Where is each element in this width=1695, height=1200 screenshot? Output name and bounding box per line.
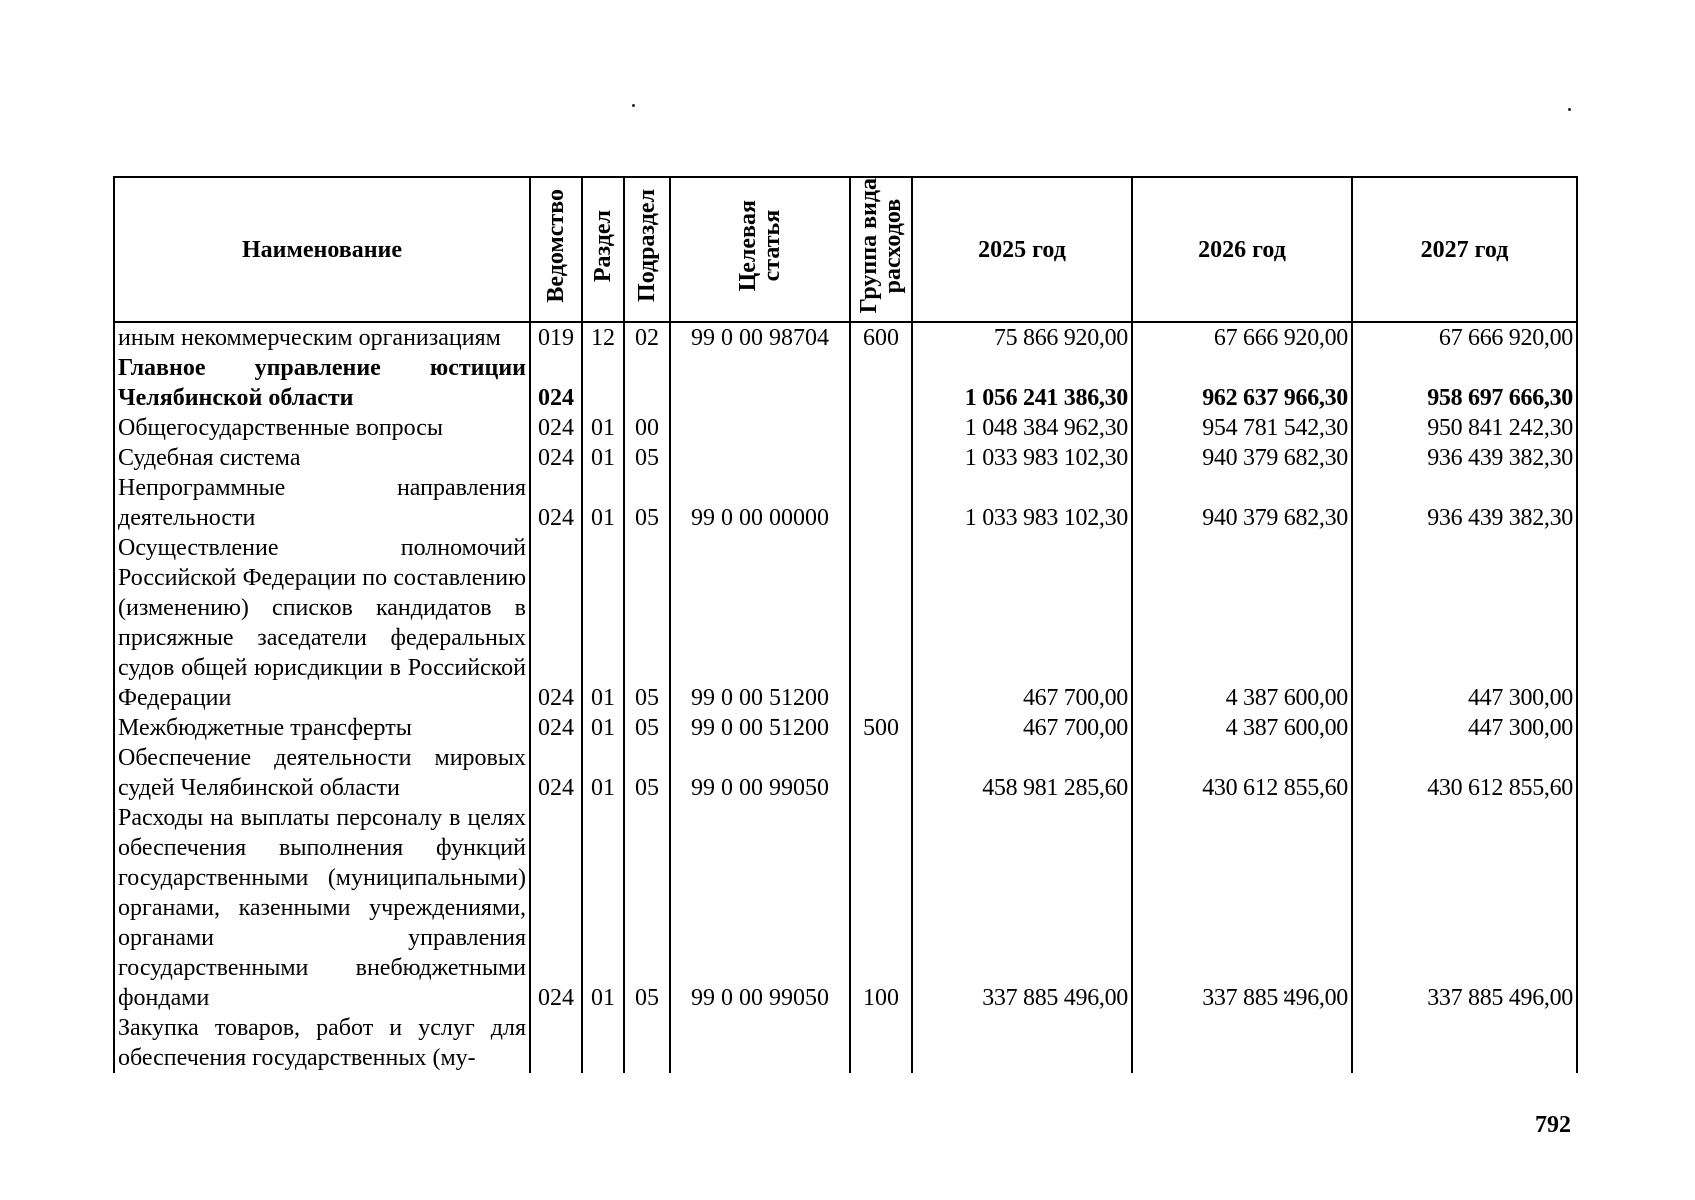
row-amount-2027: 958 697 666,30	[1352, 353, 1577, 413]
header-year-2026: 2026 год	[1132, 177, 1352, 322]
row-expense-group	[850, 533, 912, 713]
row-expense-group	[850, 473, 912, 533]
row-amount-2026: 430 612 855,60	[1132, 743, 1352, 803]
row-name: Непрограммные направления деятельности	[114, 473, 530, 533]
row-subsection	[624, 1013, 670, 1073]
row-amount-2025: 1 033 983 102,30	[912, 443, 1132, 473]
row-department: 024	[530, 713, 582, 743]
row-section: 12	[582, 322, 624, 353]
row-name: Общегосударственные вопросы	[114, 413, 530, 443]
table-row	[114, 322, 1577, 353]
table-row	[114, 473, 1577, 533]
header-section: Раздел	[582, 177, 624, 322]
row-section: 01	[582, 473, 624, 533]
table-row	[114, 1013, 1577, 1073]
table-row	[114, 533, 1577, 713]
table-header-row	[114, 177, 1577, 322]
row-subsection: 02	[624, 322, 670, 353]
row-amount-2027: 950 841 242,30	[1352, 413, 1577, 443]
row-target-article	[670, 443, 850, 473]
row-amount-2027: 936 439 382,30	[1352, 443, 1577, 473]
row-expense-group	[850, 353, 912, 413]
row-amount-2025: 1 056 241 386,30	[912, 353, 1132, 413]
header-subsection: Подраздел	[624, 177, 670, 322]
row-name: иным некоммерческим организациям	[114, 322, 530, 353]
header-department: Ведомство	[530, 177, 582, 322]
header-target-article: Целевая статья	[670, 177, 850, 322]
row-amount-2027: 936 439 382,30	[1352, 473, 1577, 533]
row-subsection: 05	[624, 533, 670, 713]
header-year-2025: 2025 год	[912, 177, 1132, 322]
row-amount-2027: 337 885 496,00	[1352, 803, 1577, 1013]
row-amount-2027: 447 300,00	[1352, 533, 1577, 713]
row-section: 01	[582, 743, 624, 803]
row-target-article	[670, 353, 850, 413]
row-amount-2025: 337 885 496,00	[912, 803, 1132, 1013]
budget-table	[113, 176, 1578, 1073]
row-amount-2027	[1352, 1013, 1577, 1073]
row-amount-2025: 1 048 384 962,30	[912, 413, 1132, 443]
header-expense-group: Группа вида расходов	[850, 177, 912, 322]
row-amount-2025: 458 981 285,60	[912, 743, 1132, 803]
header-year-2027: 2027 год	[1352, 177, 1577, 322]
row-expense-group	[850, 443, 912, 473]
scan-speck	[632, 104, 635, 107]
row-target-article: 99 0 00 51200	[670, 713, 850, 743]
row-name: Главное управление юстиции Челябинской области	[114, 353, 530, 413]
row-department: 024	[530, 473, 582, 533]
row-amount-2026: 4 387 600,00	[1132, 713, 1352, 743]
row-target-article: 99 0 00 00000	[670, 473, 850, 533]
row-section: 01	[582, 713, 624, 743]
row-amount-2026: 337 885 496,00	[1132, 803, 1352, 1013]
table-row	[114, 713, 1577, 743]
row-name: Судебная система	[114, 443, 530, 473]
row-target-article: 99 0 00 99050	[670, 743, 850, 803]
table-row	[114, 413, 1577, 443]
row-target-article: 99 0 00 99050	[670, 803, 850, 1013]
row-department: 024	[530, 353, 582, 413]
row-amount-2027: 67 666 920,00	[1352, 322, 1577, 353]
table-row	[114, 743, 1577, 803]
row-expense-group	[850, 413, 912, 443]
header-name: Наименование	[114, 177, 530, 322]
page-number: 792	[1535, 1112, 1571, 1138]
row-department: 019	[530, 322, 582, 353]
row-target-article: 99 0 00 51200	[670, 533, 850, 713]
row-amount-2027: 447 300,00	[1352, 713, 1577, 743]
row-subsection: 05	[624, 743, 670, 803]
row-section: 01	[582, 443, 624, 473]
table-row	[114, 443, 1577, 473]
row-amount-2025: 467 700,00	[912, 533, 1132, 713]
row-section	[582, 1013, 624, 1073]
row-subsection: 05	[624, 713, 670, 743]
row-name: Расходы на выплаты персоналу в целях обеспечения выполнения функций государственными (муниципальными) органами, казенными учреждениями, органами управления государственными внебюджетными фондами	[114, 803, 530, 1013]
row-department	[530, 1013, 582, 1073]
row-section: 01	[582, 413, 624, 443]
row-amount-2026: 954 781 542,30	[1132, 413, 1352, 443]
row-expense-group: 600	[850, 322, 912, 353]
row-amount-2025	[912, 1013, 1132, 1073]
row-target-article: 99 0 00 98704	[670, 322, 850, 353]
row-amount-2025: 1 033 983 102,30	[912, 473, 1132, 533]
row-department: 024	[530, 443, 582, 473]
row-amount-2025: 75 866 920,00	[912, 322, 1132, 353]
scan-speck	[1568, 108, 1571, 111]
row-section: 01	[582, 533, 624, 713]
row-target-article	[670, 1013, 850, 1073]
row-expense-group	[850, 1013, 912, 1073]
row-name: Обеспечение деятельности мировых судей Челябинской области	[114, 743, 530, 803]
row-amount-2026	[1132, 1013, 1352, 1073]
table-row	[114, 353, 1577, 413]
row-subsection: 05	[624, 473, 670, 533]
row-name: Межбюджетные трансферты	[114, 713, 530, 743]
row-name: Закупка товаров, работ и услуг для обеспечения государственных (му-	[114, 1013, 530, 1073]
row-amount-2027: 430 612 855,60	[1352, 743, 1577, 803]
row-target-article	[670, 413, 850, 443]
row-expense-group	[850, 743, 912, 803]
row-subsection: 05	[624, 443, 670, 473]
row-subsection: 00	[624, 413, 670, 443]
row-department: 024	[530, 413, 582, 443]
row-name: Осуществление полномочий Российской Федерации по составлению (изменению) списков кандидатов в присяжные заседатели федеральных судов общей юрисдикции в Российской Федерации	[114, 533, 530, 713]
row-expense-group: 100	[850, 803, 912, 1013]
row-department: 024	[530, 533, 582, 713]
row-amount-2026: 962 637 966,30	[1132, 353, 1352, 413]
row-amount-2026: 67 666 920,00	[1132, 322, 1352, 353]
row-amount-2025: 467 700,00	[912, 713, 1132, 743]
row-subsection: 05	[624, 803, 670, 1013]
row-department: 024	[530, 803, 582, 1013]
row-amount-2026: 940 379 682,30	[1132, 473, 1352, 533]
row-department: 024	[530, 743, 582, 803]
row-section	[582, 353, 624, 413]
table-row	[114, 803, 1577, 1013]
row-expense-group: 500	[850, 713, 912, 743]
row-section: 01	[582, 803, 624, 1013]
row-amount-2026: 940 379 682,30	[1132, 443, 1352, 473]
row-subsection	[624, 353, 670, 413]
row-amount-2026: 4 387 600,00	[1132, 533, 1352, 713]
